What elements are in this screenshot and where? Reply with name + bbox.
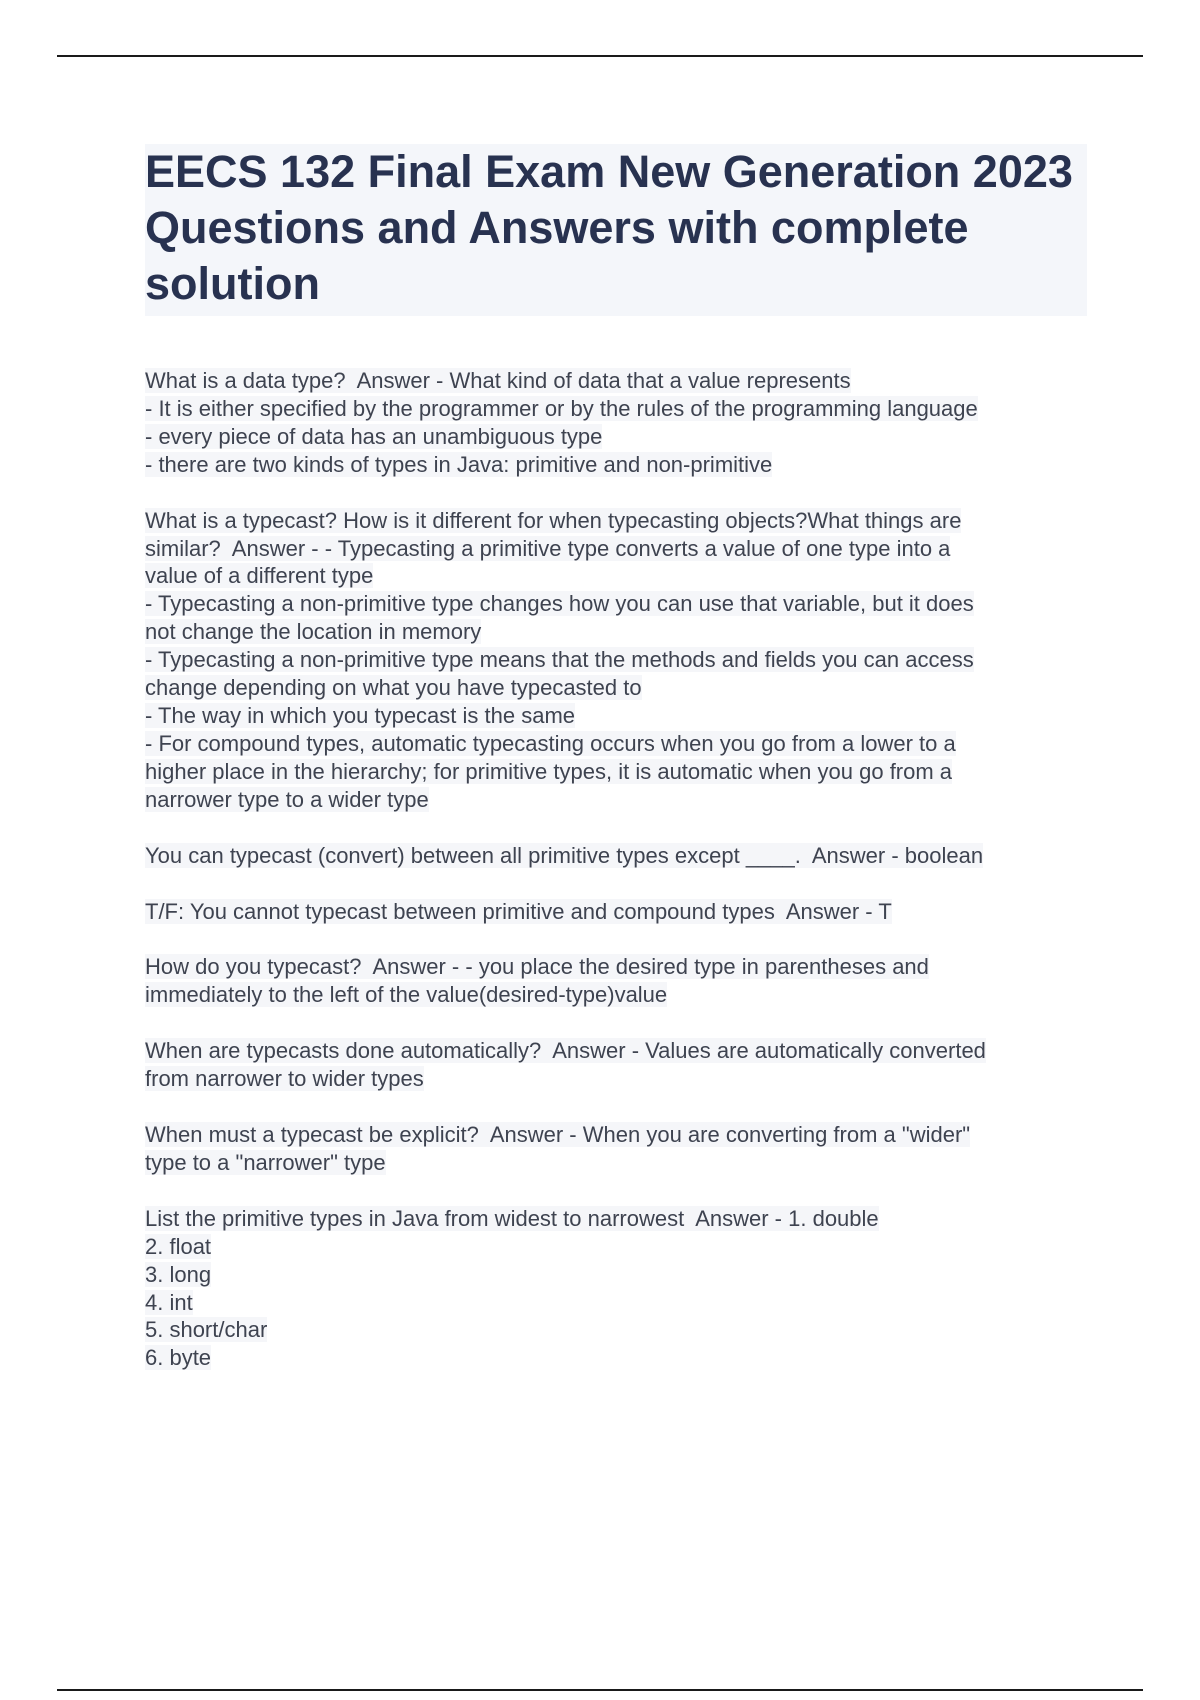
qa-line-text: - Typecasting a non-primitive type means that the methods and fields you can access	[145, 647, 974, 673]
qa-line	[145, 618, 1085, 646]
qa-line	[145, 1037, 1085, 1065]
bottom-rule	[57, 1689, 1143, 1691]
qa-line	[145, 590, 1085, 618]
qa-line	[145, 646, 1085, 674]
qa-line-text: 6. byte	[145, 1345, 212, 1371]
qa-line	[145, 758, 1085, 786]
qa-line-text: - there are two kinds of types in Java: primitive and non-primitive	[145, 451, 773, 477]
qa-block	[145, 1121, 1085, 1177]
qa-line-text: higher place in the hierarchy; for primitive types, it is automatic when you go from a	[145, 758, 953, 784]
qa-line	[145, 953, 1085, 981]
qa-line	[145, 1316, 1085, 1344]
qa-line	[145, 1233, 1085, 1261]
qa-line	[145, 842, 1085, 870]
qa-line	[145, 507, 1085, 535]
qa-content	[145, 367, 1085, 1400]
qa-line	[145, 1261, 1085, 1289]
qa-line-text: 5. short/char	[145, 1317, 268, 1343]
qa-line-text: 3. long	[145, 1261, 212, 1287]
qa-line	[145, 367, 1085, 395]
qa-line-text: change depending on what you have typecasted to	[145, 675, 642, 701]
top-rule	[57, 55, 1143, 57]
qa-line	[145, 562, 1085, 590]
qa-line	[145, 898, 1085, 926]
qa-line-text: What is a data type? Answer - What kind of data that a value represents	[145, 368, 851, 393]
qa-line-text: When are typecasts done automatically? Answer - Values are automatically converted	[145, 1038, 986, 1064]
qa-line	[145, 535, 1085, 563]
qa-line-text: How do you typecast? Answer - - you place the desired type in parentheses and	[145, 954, 929, 980]
qa-line-text: What is a typecast? How is it different for when typecasting objects?What things are	[145, 507, 962, 533]
qa-line-text: List the primitive types in Java from widest to narrowest Answer - 1. double	[145, 1205, 879, 1231]
qa-line	[145, 702, 1085, 730]
qa-line-text: value of a different type	[145, 563, 374, 589]
qa-line	[145, 423, 1085, 451]
qa-line	[145, 395, 1085, 423]
qa-line-text: - The way in which you typecast is the same	[145, 702, 576, 728]
qa-line-text: - every piece of data has an unambiguous type	[145, 423, 603, 449]
qa-line	[145, 786, 1085, 814]
qa-line	[145, 674, 1085, 702]
qa-block	[145, 1037, 1085, 1093]
qa-line-text: 2. float	[145, 1233, 212, 1259]
qa-line	[145, 1149, 1085, 1177]
qa-line	[145, 1205, 1085, 1233]
qa-line	[145, 1344, 1085, 1372]
qa-line-text: - For compound types, automatic typecasting occurs when you go from a lower to a	[145, 730, 956, 756]
title-block	[145, 144, 1087, 316]
qa-line-text: immediately to the left of the value(desired-type)value	[145, 982, 668, 1008]
qa-line-text: - It is either specified by the programmer or by the rules of the programming language	[145, 395, 978, 421]
qa-line	[145, 1121, 1085, 1149]
qa-line-text: T/F: You cannot typecast between primitive and compound types Answer - T	[145, 898, 892, 924]
qa-line	[145, 1065, 1085, 1093]
qa-line-text: similar? Answer - - Typecasting a primitive type converts a value of one type into a	[145, 535, 951, 561]
qa-line	[145, 730, 1085, 758]
qa-line-text: not change the location in memory	[145, 619, 482, 645]
document-title: EECS 132 Final Exam New Generation 2023 Questions and Answers with complete solution	[145, 146, 1073, 309]
qa-line-text: from narrower to wider types	[145, 1066, 424, 1092]
qa-block	[145, 842, 1085, 870]
qa-block	[145, 898, 1085, 926]
qa-line-text: - Typecasting a non-primitive type changes how you can use that variable, but it does	[145, 591, 974, 617]
qa-line-text: 4. int	[145, 1289, 193, 1315]
qa-line	[145, 451, 1085, 479]
qa-line-text: When must a typecast be explicit? Answer - When you are converting from a "wider"	[145, 1122, 971, 1148]
qa-line	[145, 981, 1085, 1009]
qa-block	[145, 953, 1085, 1009]
qa-line-text: You can typecast (convert) between all primitive types except ____. Answer - boolean	[145, 842, 984, 868]
qa-block	[145, 507, 1085, 814]
qa-line-text: type to a "narrower" type	[145, 1149, 386, 1175]
qa-block	[145, 367, 1085, 479]
qa-line	[145, 1289, 1085, 1317]
qa-block	[145, 1205, 1085, 1372]
qa-line-text: narrower type to a wider type	[145, 786, 429, 812]
